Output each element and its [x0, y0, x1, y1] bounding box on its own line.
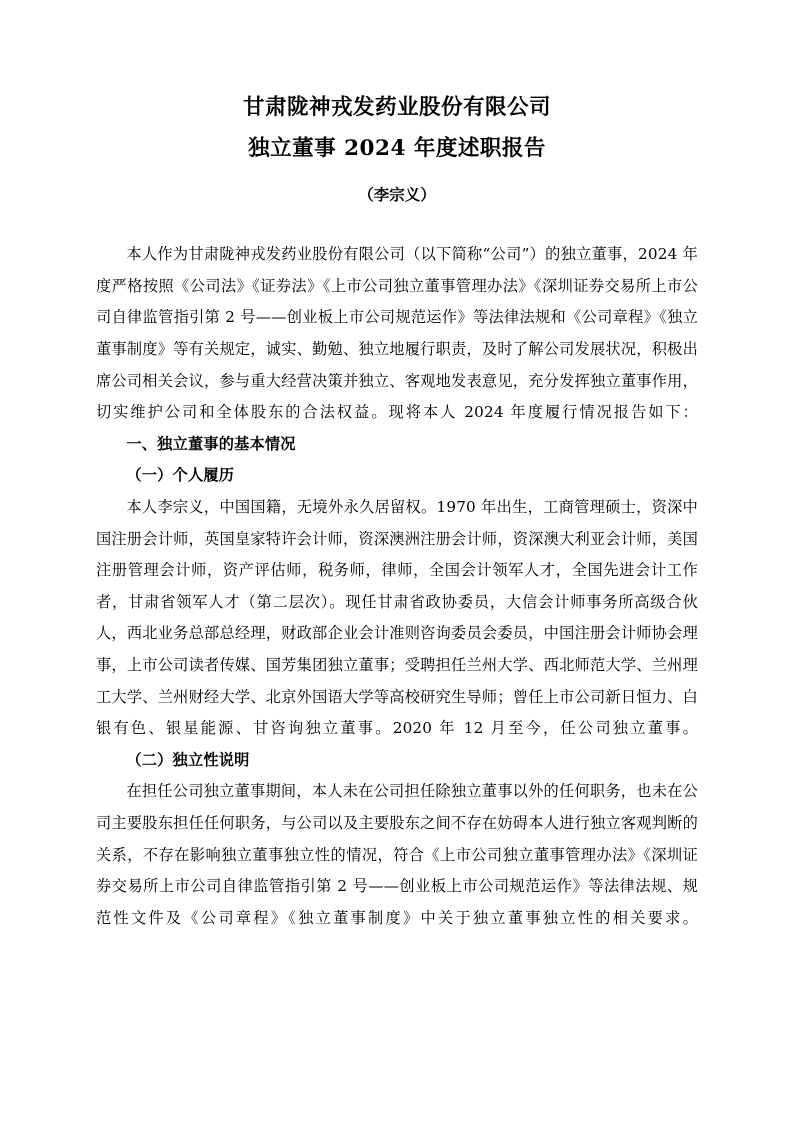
document-body	[96, 239, 698, 934]
page-title-line2: 独立董事 2024 年度述职报告	[248, 135, 546, 161]
heading-subsection-1-2: （二）独立性说明	[126, 750, 250, 769]
paragraph-intro: 本人作为甘肃陇神戎发药业股份有限公司（以下简称“公司”）的独立董事，2024 年度严格按照《公司法》《证券法》《上市公司独立董事管理办法》《深圳证券交易所上市公司自律监管指引第 2 号——创业板上市公司规范运作》等法律法规和《公司章程》《独立董事制度》等有关规定，诚实、勤勉、独立地履行职责，及时了解公司发展状况，积极出席公司相关会议，参与重大经营决策并独立、客观地发表意见，充分发挥独立董事作用，切实维护公司和全体股东的合法权益。现将本人 2024 年度履行情况报告如下：	[96, 245, 698, 422]
paragraph-independence-statement: 在担任公司独立董事期间，本人未在公司担任除独立董事以外的任何职务，也未在公司主要股东担任任何职务，与公司以及主要股东之间不存在妨碍本人进行独立客观判断的关系，不存在影响独立董事独立性的情况，符合《上市公司独立董事管理办法》《深圳证券交易所上市公司自律监管指引第 2 号——创业板上市公司规范运作》等法律法规、规范性文件及《公司章程》《独立董事制度》中关于独立董事独立性的相关要求。	[96, 782, 698, 927]
paragraph-personal-resume: 本人李宗义，中国国籍，无境外永久居留权。1970 年出生，工商管理硕士，资深中国注册会计师，英国皇家特许会计师，资深澳洲注册会计师，资深澳大利亚会计师，美国注册管理会计师，资产评估师，税务师，律师，全国会计领军人才，全国先进会计工作者，甘肃省领军人才（第二层次）。现任甘肃省政协委员，大信会计师事务所高级合伙人，西北业务总部总经理，财政部企业会计准则咨询委员会委员，中国注册会计师协会理事，上市公司读者传媒、国芳集团独立董事；受聘担任兰州大学、西北师范大学、兰州理工大学、兰州财经大学、北京外国语大学等高校研究生导师；曾任上市公司新日恒力、白银有色、银星能源、甘咨询独立董事。2020 年 12 月至今，任公司独立董事。	[96, 498, 698, 738]
page-subtitle: （李宗义）	[358, 184, 436, 204]
heading-subsection-1-1: （一）个人履历	[126, 466, 235, 485]
page-title-line1: 甘肃陇神戎发药业股份有限公司	[242, 95, 551, 120]
heading-section-1: 一、独立董事的基本情况	[126, 434, 296, 453]
